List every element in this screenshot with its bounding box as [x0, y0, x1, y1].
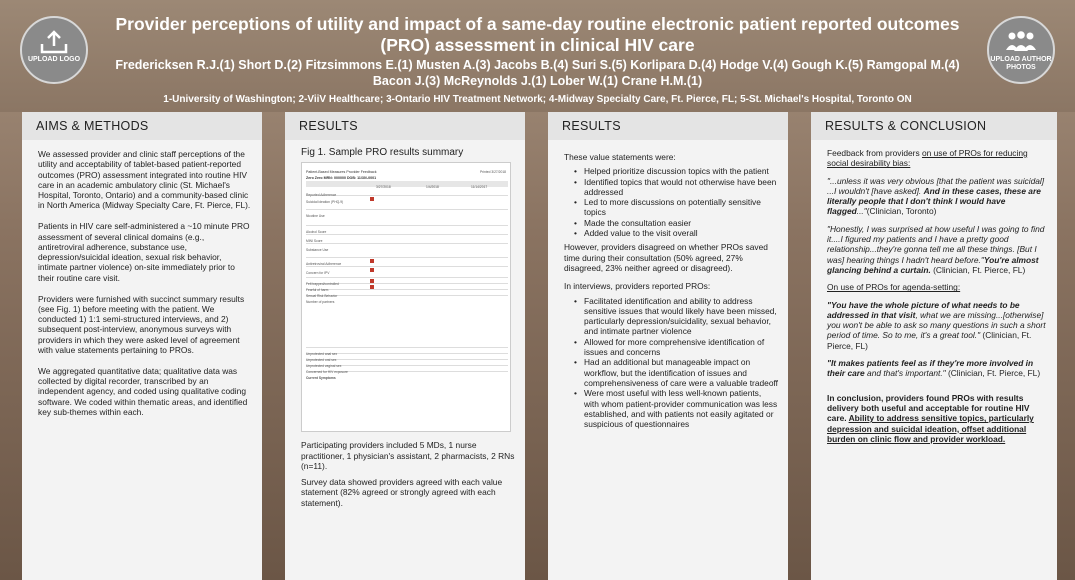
- feedback-intro-text: Feedback from providers: [827, 148, 922, 158]
- however-paragraph: However, providers disagreed on whether PROs saved time during their consultation (50% agreed, 27% disagreed, 23% neither agreed or disagreed).: [564, 242, 768, 273]
- figure-row: [306, 244, 508, 258]
- figure-row-label: MINI Score: [306, 239, 323, 244]
- upload-author-label-2: PHOTOS: [1006, 64, 1036, 71]
- quote-1-text: "...unless it was very obvious [that the patient was suicidal] ...I wouldn't [have asked].: [827, 175, 1045, 196]
- results-conclusion-body: [811, 140, 1057, 444]
- figure-date-2: 1/4/2018: [426, 185, 439, 190]
- figure-row: [306, 235, 508, 244]
- poster-authors: Fredericksen R.J.(1) Short D.(2) Fitzsimmons E.(1) Musten A.(3) Jacobs B.(4) Suri S.(5) Korlipara D.(4) Hodge V.(4) Gough K.(5) Ramgopal M.(4) Bacon J.(3) McReynolds J.(1) Lober W.(1) Crane H.M.(1): [115, 58, 960, 88]
- aims-methods-panel: [22, 112, 262, 580]
- quote-2-text: "Honestly, I was surprised at how useful I was going to find it....I figured my patients and I have a pretty good relationship...they're gonna tell me all these things. [But I was] hearing things I hadn't heard before.": [827, 223, 1045, 265]
- people-icon: [1004, 30, 1038, 54]
- aims-methods-heading: AIMS & METHODS: [22, 112, 262, 140]
- figure-row-label: Unprotected vaginal sex: [306, 364, 342, 369]
- quote-2-emphasis: You're almost glancing behind a curtain.: [827, 254, 1039, 275]
- quote-1-emphasis: And in these cases, these are literally people that I don't think I would have flagged: [827, 185, 1041, 217]
- figure-row-label: Current Symptoms: [306, 376, 336, 381]
- figure-row-label: Alcohol Score: [306, 230, 327, 235]
- flag-marker: [370, 285, 374, 289]
- feedback-intro-topic: on use of PROs for reducing social desirability bias:: [827, 148, 1028, 169]
- value-statements-list: [574, 166, 778, 238]
- figure-date-1: 3/27/2018: [376, 185, 391, 190]
- list-item: • Allowed for more comprehensive identification of issues and concerns: [574, 337, 778, 358]
- upload-logo-placeholder[interactable]: [20, 16, 88, 84]
- quote-3: [827, 300, 1047, 351]
- flag-marker: [370, 268, 374, 272]
- conclusion-paragraph: [827, 393, 1047, 444]
- figure-date-3: 11/14/2017: [471, 185, 488, 190]
- quote-1-source: (Clinician, Toronto): [866, 206, 937, 217]
- logo-icon: [39, 30, 69, 54]
- results-paragraph-2: Survey data showed providers agreed with each value statement (82% agreed or strongly agreed with each statement).: [301, 477, 503, 508]
- quote-4-source: (Clinician, Ft. Pierce, FL): [945, 368, 1041, 379]
- list-item: • Facilitated identification and ability to address sensitive issues that would likely have been missed, particularly depression/suicidality, sexual behavior, and intimate partner violence: [574, 296, 778, 337]
- list-item: • Added value to the visit overall: [574, 228, 778, 238]
- figure-row-label: Fearful of harm: [306, 288, 329, 293]
- quote-2-source: (Clinician, Ft. Pierce, FL): [930, 264, 1026, 275]
- list-item: • Identified topics that would not otherwise have been addressed: [574, 177, 778, 198]
- aims-paragraph-4: We aggregated quantitative data; qualitative data was collected by digital recorder, transcribed by an independent agency, and coded using qualitative coding software. We coded within thematic areas, and identified key sub-themes within each.: [38, 365, 248, 418]
- figure-date-bar: [306, 181, 508, 190]
- figure-patient: Zero Zero MRN: 000000 DOB: 11/30/-0001: [306, 176, 377, 181]
- list-item: • Made the consultation easier: [574, 218, 778, 228]
- results-conclusion-heading: RESULTS & CONCLUSION: [811, 112, 1057, 140]
- agenda-setting-heading: On use of PROs for agenda-setting:: [827, 282, 961, 293]
- quote-4: [827, 358, 1047, 379]
- results2-heading: RESULTS: [548, 112, 788, 140]
- list-item: • Had an additional but manageable impact on workflow, but the identification of issues and comprehensiveness of care were a valuable tradeoff: [574, 357, 778, 388]
- flag-marker: [370, 259, 374, 263]
- figure-row-label: Unprotected oral sex: [306, 358, 337, 363]
- figure-printed: Printed 3/27/2018: [479, 170, 506, 175]
- quote-3-source: (Clinician, Ft. Pierce, FL): [827, 330, 1032, 351]
- poster-affiliations: 1-University of Washington; 2-ViiV Healthcare; 3-Ontario HIV Treatment Network; 4-Midway Specialty Care, Ft. Pierce, FL; 5-St. Michael's Hospital, Toronto ON: [163, 94, 912, 105]
- value-statements-intro: These value statements were:: [564, 152, 676, 162]
- poster-header: [0, 0, 1075, 112]
- quote-3-text: , what we are missing...[otherwise] you won't be able to ask so many questions in such a short period of time. So to me, it's a great tool.": [827, 309, 1046, 341]
- results2-body: [548, 140, 788, 429]
- conclusion-text: In conclusion, providers found PROs with results delivery both useful and acceptable for routine HIV care.: [827, 392, 1030, 424]
- figure-row: [306, 226, 508, 235]
- results-figure-body: [285, 140, 525, 508]
- list-item: • Led to more discussions on potentially sensitive topics: [574, 197, 778, 218]
- figure-row-label: Concerned for HIV exposure: [306, 370, 348, 375]
- figure-row-label: Substance Use: [306, 248, 329, 253]
- figure-row: [306, 196, 508, 210]
- figure-row-label: Concern for IPV: [306, 271, 330, 276]
- quote-4-text: and that's important.": [864, 368, 946, 379]
- upload-author-photos-placeholder[interactable]: [987, 16, 1055, 84]
- aims-paragraph-1: We assessed provider and clinic staff perceptions of the utility and acceptability of tablet-based patient-reported outcomes (PRO) assessment integrated into routine HIV care in an academic ambulatory clinic (St. Michael's Hospital, Toronto, Ontario) and a community-based clinic in North America (Midway Specialty Care, Ft. Pierce, FL).: [38, 149, 251, 211]
- results-figure-panel: [285, 112, 525, 580]
- figure-row-label: Suicidal ideation (PHQ-9): [306, 200, 344, 205]
- pro-results-summary-figure: [301, 162, 511, 432]
- figure-row: [306, 296, 508, 348]
- quote-3-emphasis: "You have the whole picture of what needs to be addressed in that visit: [827, 299, 1020, 320]
- results-panel: [548, 112, 788, 580]
- results-heading: RESULTS: [285, 112, 525, 140]
- list-item: • Were most useful with less well-known patients, with whom patient-provider communication was less established, and with patients not easily agitated or suspicious of questionnaires: [574, 388, 778, 429]
- figure-row-label: Unprotected anal sex: [306, 352, 338, 357]
- results-text: [301, 440, 515, 508]
- figure-row-label: Antiretroviral Adherence: [306, 262, 342, 267]
- quote-4-emphasis: "It makes patients feel as if they're more involved in their care: [827, 358, 1034, 379]
- feedback-intro: [827, 148, 1047, 169]
- aims-methods-body: [22, 140, 262, 417]
- upload-logo-label: UPLOAD LOGO: [27, 56, 81, 63]
- interviews-intro: In interviews, providers reported PROs:: [564, 281, 711, 292]
- figure-row-label: Sexual Risk Behavior: [306, 294, 338, 299]
- figure-row-label: Felt trapped/controlled: [306, 282, 339, 287]
- figure-row-label: Nicotine Use: [306, 214, 325, 219]
- results-paragraph-1: Participating providers included 5 MDs, 1 nurse practitioner, 1 physician's assistant, 2 pharmacists, 2 RNs (n=11).: [301, 440, 515, 471]
- figure-header: Patient-Based Measures Provider Feedback: [306, 170, 377, 175]
- upload-author-label-1: UPLOAD AUTHOR: [990, 56, 1052, 63]
- figure-row: [306, 189, 508, 196]
- figure-row: [306, 267, 508, 278]
- conclusion-underlined: Ability to address sensitive topics, particularly depression and suicidal ideation, offset additional burden on clinic flow and provider workload.: [827, 413, 1034, 444]
- aims-paragraph-3: Providers were furnished with succinct summary results (see Fig. 1) before meeting with the patient. We conducted 1) 1:1 semi-structured interviews, and 2) subsequent post-interview, anonymous surveys with providers in which they were asked level of agreement with value statements pertaining to PROs.: [38, 293, 245, 356]
- poster-title: Provider perceptions of utility and impact of a same-day routine electronic patient reported outcomes (PRO) assessment in clinical HIV care: [115, 14, 960, 55]
- figure-row-label: Reported Adherence: [306, 193, 337, 198]
- figure-title: Fig 1. Sample PRO results summary: [301, 147, 464, 158]
- results-conclusion-panel: [811, 112, 1057, 580]
- figure-row: [306, 372, 508, 392]
- flag-marker: [370, 197, 374, 201]
- list-item: • Helped prioritize discussion topics with the patient: [574, 166, 778, 176]
- figure-row: [306, 258, 508, 267]
- interview-findings-list: [574, 296, 778, 430]
- quote-2: [827, 224, 1047, 275]
- quote-1: [827, 176, 1047, 217]
- figure-row: [306, 210, 508, 226]
- quote-1-end: ...": [856, 206, 867, 217]
- figure-row-label: Number of partners: [306, 300, 335, 305]
- aims-paragraph-2: Patients in HIV care self-administered a ~10 minute PRO assessment of several clinical domains (e.g., antiretroviral adherence, substance use, depression/suicidal ideation, sexual risk behavior, intimate partner violence) on-site immediately prior to their routine care visit.: [38, 221, 250, 283]
- flag-marker: [370, 279, 374, 283]
